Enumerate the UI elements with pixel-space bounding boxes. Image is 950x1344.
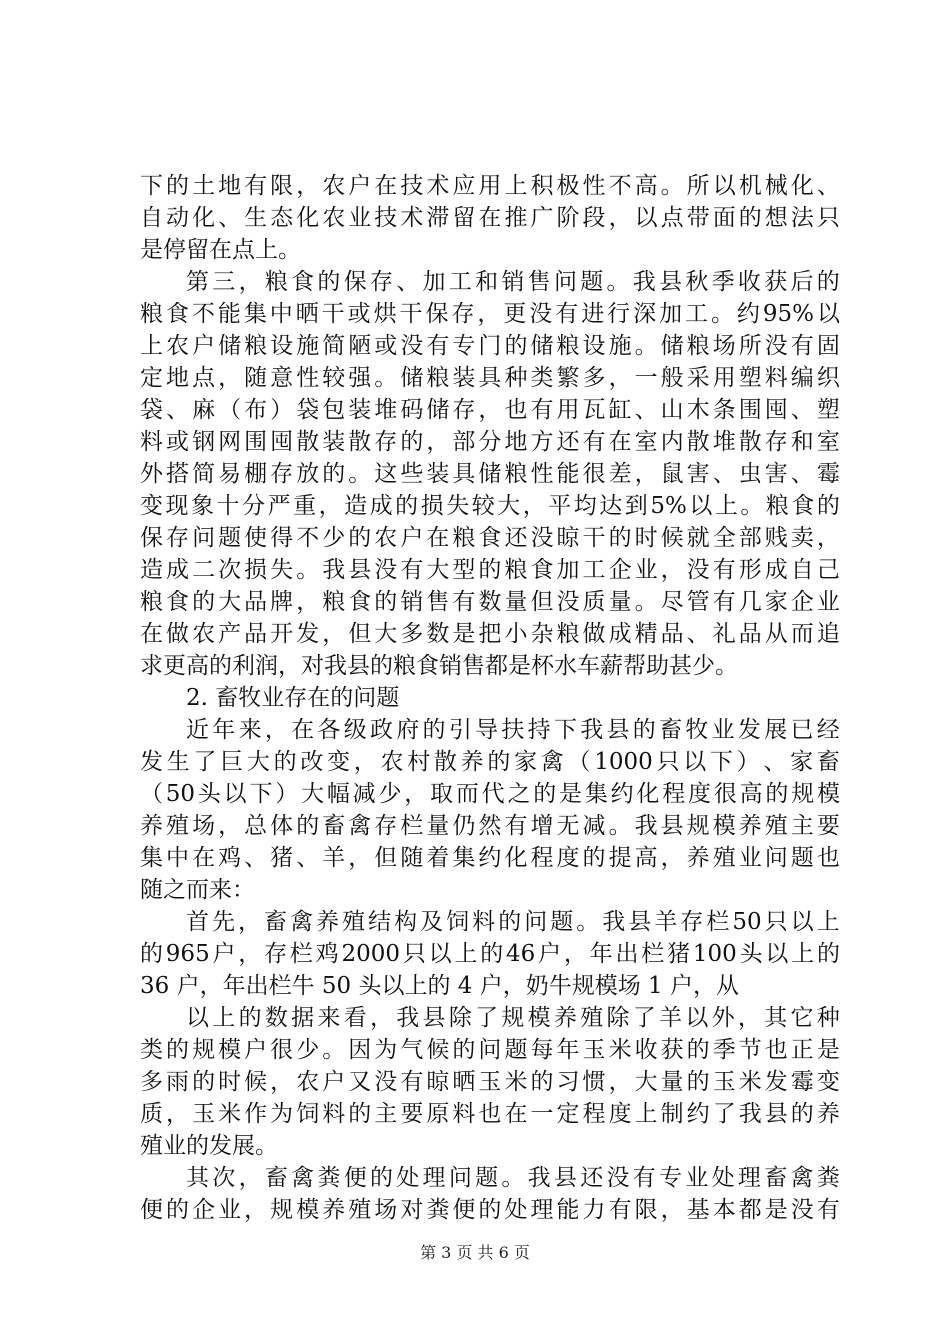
text-line: 36 户，年出栏牛 50 头以上的 4 户，奶牛规模场 1 户，从 (140, 973, 739, 999)
text-line: 养 殖 场 ， 总 体 的 畜 禽 存 栏 量 仍 然 有 增 无 减 。 我 县 规 模 养 殖 主 要 (140, 813, 840, 839)
text-line: 造 成 二 次 损 失 。 我 县 没 有 大 型 的 粮 食 加 工 企 业 ， 没 有 形 成 自 己 (140, 557, 840, 583)
text-line: 的 965 户 ， 存 栏 鸡 2000 只 以 上 的 46 户 ， 年 出 栏 猪 100 头 以 上 的 (140, 941, 840, 967)
text-line: 料 或 钢 网 围 囤 散 装 散 存 的 ， 部 分 地 方 还 有 在 室 内 散 堆 散 存 和 室 (140, 429, 840, 455)
text-line: 袋 、 麻 （ 布 ） 袋 包 装 堆 码 储 存 ， 也 有 用 瓦 缸 、 山 木 条 围 囤 、 塑 (140, 397, 840, 423)
text-line: 求更高的利润，对我县的粮食销售都是杯水车薪帮助甚少。 (140, 653, 738, 679)
text-line: 外 搭 简 易 棚 存 放 的 。 这 些 装 具 储 粮 性 能 很 差 ， 鼠 害 、 虫 害 、 霉 (140, 461, 840, 487)
text-line: 在 做 农 产 品 开 发 ， 但 大 多 数 是 把 小 杂 粮 做 成 精 品 、 礼 品 从 而 追 (140, 621, 840, 647)
text-line: 发 生 了 巨 大 的 改 变 ， 农 村 散 养 的 家 禽 （ 1000 只 以 下 ） 、 家 畜 (140, 749, 840, 775)
text-line: 多 雨 的 时 候 ， 农 户 又 没 有 晾 晒 玉 米 的 习 惯 ， 大 量 的 玉 米 发 霉 变 (140, 1069, 840, 1095)
text-line: 以 上 的 数 据 来 看 ， 我 县 除 了 规 模 养 殖 除 了 羊 以 外 ， 其 它 种 (186, 1005, 840, 1031)
text-line: 其 次 ， 畜 禽 粪 便 的 处 理 问 题 。 我 县 还 没 有 专 业 处 理 畜 禽 粪 (186, 1165, 840, 1191)
text-line: 集 中 在 鸡 、 猪 、 羊 ， 但 随 着 集 约 化 程 度 的 提 高 ， 养 殖 业 问 题 也 (140, 845, 840, 871)
text-line: 质 ， 玉 米 作 为 饲 料 的 主 要 原 料 也 在 一 定 程 度 上 制 约 了 我 县 的 养 (140, 1101, 840, 1127)
text-line: 近 年 来 ， 在 各 级 政 府 的 引 导 扶 持 下 我 县 的 畜 牧 业 发 展 已 经 (186, 717, 840, 743)
text-line: 2. 畜牧业存在的问题 (186, 685, 400, 711)
text-line: 定 地 点 ， 随 意 性 较 强 。 储 粮 装 具 种 类 繁 多 ， 一 般 采 用 塑 料 编 织 (140, 365, 840, 391)
text-line: 首 先 ， 畜 禽 养 殖 结 构 及 饲 料 的 问 题 。 我 县 羊 存 栏 50 只 以 上 (186, 909, 840, 935)
text-line: 便 的 企 业 ， 规 模 养 殖 场 对 粪 便 的 处 理 能 力 有 限 ， 基 本 都 是 没 有 (140, 1197, 840, 1223)
text-line: 是停留在点上。 (140, 237, 301, 263)
text-line: 下 的 土 地 有 限 ， 农 户 在 技 术 应 用 上 积 极 性 不 高 。 所 以 机 械 化 、 (140, 173, 840, 199)
text-line: 殖业的发展。 (140, 1133, 278, 1159)
page-footer: 第 3 页 共 6 页 (420, 1243, 530, 1262)
text-line: 变 现 象 十 分 严 重 ， 造 成 的 损 失 较 大 ， 平 均 达 到 5% 以 上 。 粮 食 的 (140, 493, 840, 519)
text-line: 随之而来： (140, 877, 255, 903)
text-line: 类 的 规 模 户 很 少 。 因 为 气 候 的 问 题 每 年 玉 米 收 获 的 季 节 也 正 是 (140, 1037, 840, 1063)
document-body (140, 170, 840, 1226)
text-line: 粮 食 不 能 集 中 晒 干 或 烘 干 保 存 ， 更 没 有 进 行 深 加 工 。 约 95% 以 (140, 301, 840, 327)
text-line: 第 三 ， 粮 食 的 保 存 、 加 工 和 销 售 问 题 。 我 县 秋 季 收 获 后 的 (186, 269, 840, 295)
text-line: 粮 食 的 大 品 牌 ， 粮 食 的 销 售 有 数 量 但 没 质 量 。 尽 管 有 几 家 企 业 (140, 589, 840, 615)
text-line: （ 50 头 以 下 ） 大 幅 减 少 ， 取 而 代 之 的 是 集 约 化 程 度 很 高 的 规 模 (140, 781, 840, 807)
text-line: 上 农 户 储 粮 设 施 简 陋 或 没 有 专 门 的 储 粮 设 施 。 储 粮 场 所 没 有 固 (140, 333, 840, 359)
text-line: 自 动 化 、 生 态 化 农 业 技 术 滞 留 在 推 广 阶 段 ， 以 点 带 面 的 想 法 只 (140, 205, 840, 231)
text-line: 保 存 问 题 使 得 不 少 的 农 户 在 粮 食 还 没 晾 干 的 时 候 就 全 部 贱 卖 ， (140, 525, 840, 551)
